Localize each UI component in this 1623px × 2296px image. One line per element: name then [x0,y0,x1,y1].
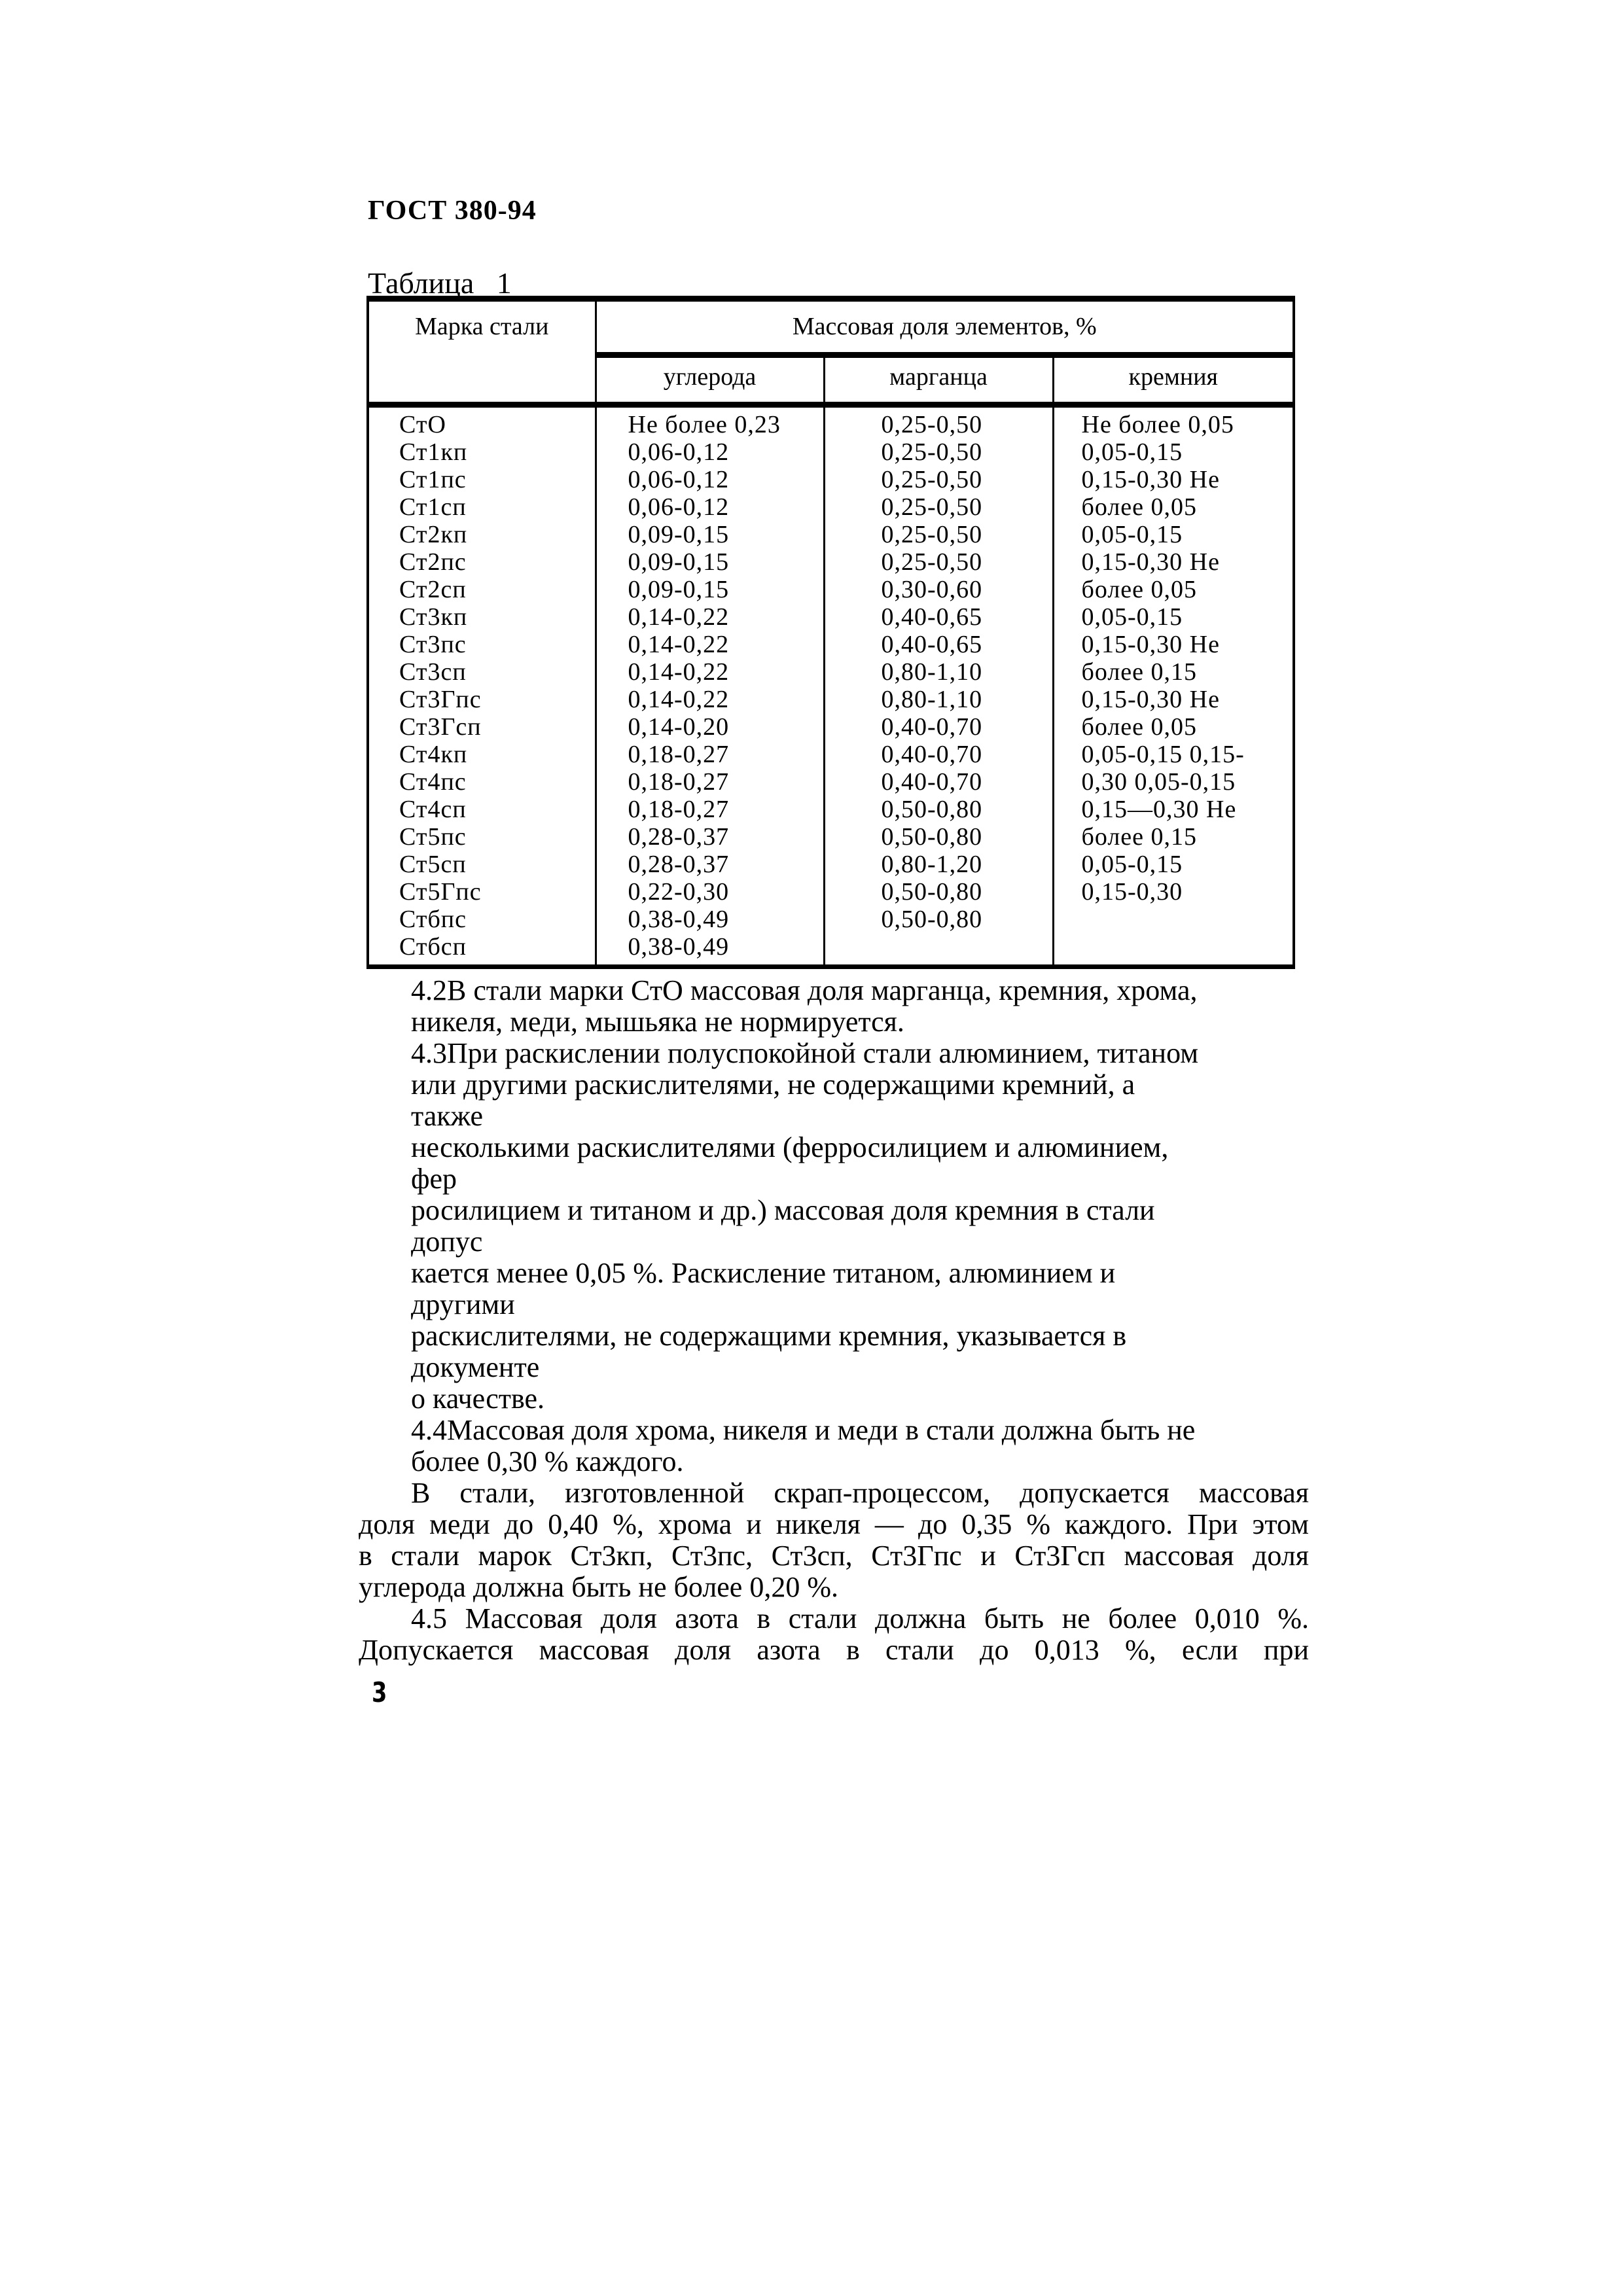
table-cell-mark: Стбпс [399,906,467,933]
table-cell-manganese: 0,40-0,65 [881,603,983,631]
body-text [359,975,1309,1666]
table-cell-mark: Ст1пс [399,466,467,493]
mark-column [368,405,596,967]
steel-composition-table [366,296,1295,969]
table-cell-mark: СтО [399,411,446,438]
table-cell-mark: Ст2кп [399,521,468,548]
table-cell-carbon: 0,18-0,27 [628,768,730,796]
table-cell-manganese: 0,40-0,70 [881,713,983,741]
table-cell-carbon: 0,06-0,12 [628,438,730,466]
text-line: 4.3При раскислении полуспокойной стали алюминием, титаном [411,1037,1199,1069]
table-cell-carbon: Не более 0,23 [628,411,781,438]
column-header-silicon: кремния [1053,355,1294,405]
table-cell-mark: Ст5пс [399,823,467,851]
table-cell-silicon [1082,906,1293,933]
table-cell-manganese: 0,50-0,80 [881,878,983,906]
table-cell-carbon: 0,18-0,27 [628,796,730,823]
table-cell-carbon: 0,14-0,22 [628,603,730,631]
table-cell-carbon: 0,18-0,27 [628,741,730,768]
table-cell-manganese: 0,25-0,50 [881,438,983,466]
text-line: более 0,30 % каждого. [411,1445,684,1477]
table-cell-silicon: 0,05-0,15 [1081,851,1183,878]
page-number: 3 [372,1676,387,1708]
table-cell-mark: Ст3сп [399,658,467,686]
text-line: также [411,1100,484,1132]
table-cell-carbon: 0,14-0,22 [628,658,730,686]
table-cell-manganese: 0,25-0,50 [881,493,983,521]
table-cell-manganese: 0,50-0,80 [881,906,983,933]
table-cell-silicon: 0,15—0,30 Не [1081,796,1237,823]
table-cell-mark: Ст4сп [399,796,467,823]
table-cell-silicon: 0,05-0,15 0,15- [1081,741,1245,768]
table-cell-carbon: 0,22-0,30 [628,878,730,906]
text-line: другими [411,1288,515,1320]
text-line: несколькими раскислителями (ферросилицием и алюминием, [411,1131,1169,1163]
text-line: росилицием и титаном и др.) массовая доля кремния в стали [411,1194,1155,1226]
table-cell-mark: Ст4пс [399,768,467,796]
text-line: углерода должна быть не более 0,20 %. [359,1571,838,1603]
column-header-group: Массовая доля элементов, % [596,299,1294,355]
table-cell-carbon: 0,09-0,15 [628,576,730,603]
table-cell-silicon: 0,15-0,30 Не [1081,686,1220,713]
text-line: в стали марок Ст3кп, Ст3пс, Ст3сп, Ст3Гпс и Ст3Гсп массовая доля [359,1540,1309,1572]
text-line: 4.4Массовая доля хрома, никеля и меди в стали должна быть не [411,1414,1196,1446]
table-cell-silicon: более 0,05 [1081,713,1198,741]
text-line: 4.5 Массовая доля азота в стали должна быть не более 0,010 %. [411,1602,1309,1634]
table-cell-mark: Стбсп [399,933,467,961]
table-cell-silicon: 0,15-0,30 [1081,878,1183,906]
table-cell-carbon: 0,28-0,37 [628,851,730,878]
table-cell-mark: Ст3кп [399,603,468,631]
table-cell-manganese: 0,40-0,70 [881,768,983,796]
standard-number: ГОСТ 380-94 [368,196,537,226]
table-cell-manganese: 0,80-1,10 [881,686,983,713]
column-header-manganese: марганца [824,355,1053,405]
table-cell-silicon [1082,933,1293,961]
table-cell-manganese [882,933,1052,961]
table-cell-silicon: 0,05-0,15 [1081,438,1183,466]
text-line: раскислителями, не содержащими кремния, указывается в [411,1320,1127,1352]
table-cell-mark: Ст5Гпс [399,878,482,906]
table-cell-silicon: 0,15-0,30 Не [1081,466,1220,493]
text-line: доля меди до 0,40 %, хрома и никеля — до 0,35 % каждого. При этом [359,1508,1309,1540]
table-cell-mark: Ст3Гпс [399,686,482,713]
table-cell-silicon: более 0,15 [1081,823,1198,851]
table-cell-silicon: 0,15-0,30 Не [1081,631,1220,658]
table-cell-carbon: 0,14-0,20 [628,713,730,741]
text-line: допус [411,1226,483,1258]
table-cell-manganese: 0,80-1,10 [881,658,983,686]
table-cell-manganese: 0,50-0,80 [881,823,983,851]
table-cell-carbon: 0,09-0,15 [628,548,730,576]
table-cell-manganese: 0,25-0,50 [881,548,983,576]
table-cell-carbon: 0,14-0,22 [628,686,730,713]
text-line: 4.2В стали марки СтО массовая доля марганца, кремния, хрома, [411,974,1198,1006]
table-cell-mark: Ст4кп [399,741,468,768]
carbon-column [596,405,824,967]
table-cell-silicon: 0,05-0,15 [1081,521,1183,548]
text-line: кается менее 0,05 %. Раскисление титаном, алюминием и [411,1257,1116,1289]
table-cell-silicon: более 0,05 [1081,493,1198,521]
text-line: или другими раскислителями, не содержащими кремний, а [411,1069,1135,1101]
table-cell-carbon: 0,28-0,37 [628,823,730,851]
table-cell-silicon: Не более 0,05 [1081,411,1234,438]
table-cell-mark: Ст5сп [399,851,467,878]
table-cell-mark: Ст1кп [399,438,468,466]
table-cell-manganese: 0,80-1,20 [881,851,983,878]
column-header-mark: Марка стали [368,299,596,405]
silicon-column [1053,405,1294,967]
table-cell-manganese: 0,40-0,70 [881,741,983,768]
table-cell-manganese: 0,30-0,60 [881,576,983,603]
table-cell-carbon: 0,09-0,15 [628,521,730,548]
table-cell-silicon: более 0,05 [1081,576,1198,603]
text-line: никеля, меди, мышьяка не нормируется. [411,1006,904,1038]
table-cell-mark: Ст3пс [399,631,467,658]
table-cell-silicon: 0,30 0,05-0,15 [1081,768,1236,796]
table-cell-mark: Ст3Гсп [399,713,482,741]
table-cell-silicon: 0,05-0,15 [1081,603,1183,631]
table-cell-carbon: 0,06-0,12 [628,493,730,521]
text-line: Допускается массовая доля азота в стали до 0,013 %, если при [359,1634,1309,1666]
table-cell-mark: Ст2сп [399,576,467,603]
table-cell-manganese: 0,25-0,50 [881,521,983,548]
table-cell-manganese: 0,25-0,50 [881,411,983,438]
table-cell-carbon: 0,14-0,22 [628,631,730,658]
table-cell-silicon: более 0,15 [1081,658,1198,686]
table-caption: Таблица 1 [368,266,512,300]
table-cell-carbon: 0,38-0,49 [628,933,730,961]
text-line: фер [411,1163,457,1195]
table-cell-mark: Ст1сп [399,493,467,521]
table-cell-mark: Ст2пс [399,548,467,576]
text-line: документе [411,1351,540,1383]
manganese-column [824,405,1053,967]
table-cell-manganese: 0,40-0,65 [881,631,983,658]
text-line: В стали, изготовленной скрап-процессом, допускается массовая [411,1477,1309,1509]
table-cell-carbon: 0,38-0,49 [628,906,730,933]
column-header-carbon: углерода [596,355,824,405]
table-cell-carbon: 0,06-0,12 [628,466,730,493]
text-line: о качестве. [411,1383,545,1415]
table-cell-manganese: 0,50-0,80 [881,796,983,823]
table-cell-silicon: 0,15-0,30 Не [1081,548,1220,576]
table-cell-manganese: 0,25-0,50 [881,466,983,493]
